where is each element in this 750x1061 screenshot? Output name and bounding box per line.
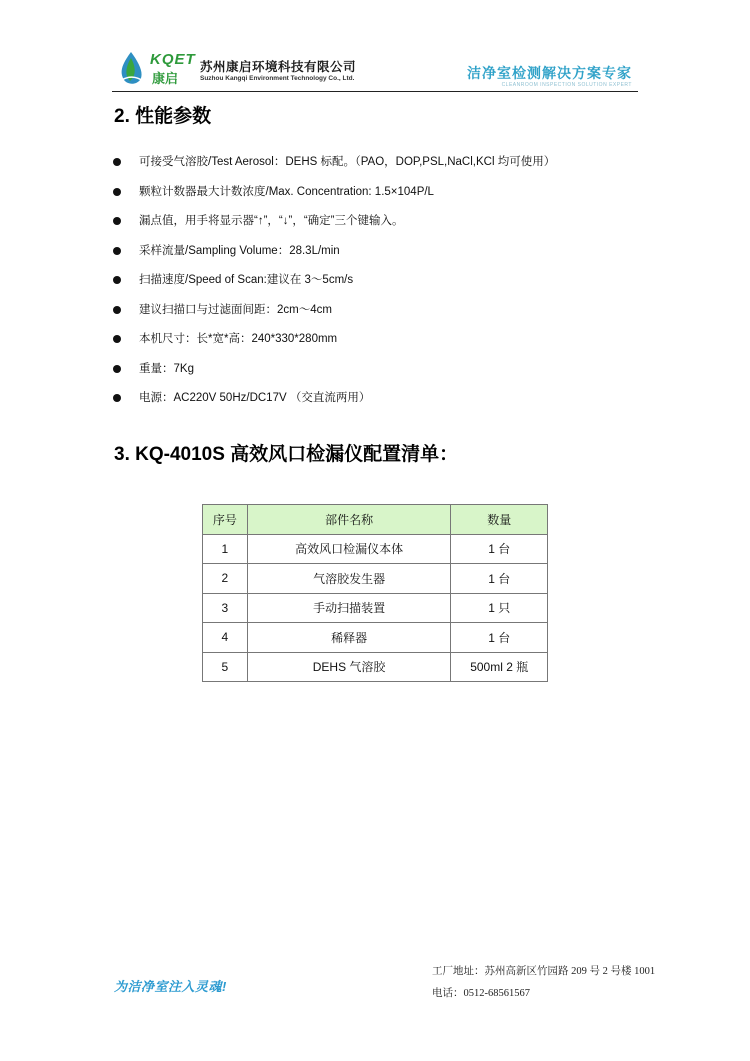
spec-text: 漏点值，用手将显示器“↑”，“↓”，“确定”三个键输入。 xyxy=(139,215,404,227)
brand-name-cn: 康启 xyxy=(152,71,179,86)
header-slogan-cn: 洁净室检测解决方案专家 xyxy=(467,65,632,81)
bullet-icon xyxy=(113,365,121,373)
list-item xyxy=(112,183,555,213)
cell-quantity: 1 只 xyxy=(451,593,548,623)
list-item xyxy=(112,330,555,360)
cell-part-name: 气溶胶发生器 xyxy=(247,564,451,594)
table-row xyxy=(203,593,548,623)
table-row xyxy=(203,652,548,682)
bullet-icon xyxy=(113,276,121,284)
list-item xyxy=(112,389,555,419)
cell-quantity: 1 台 xyxy=(451,534,548,564)
spec-text: 重量：7Kg xyxy=(139,362,194,375)
column-header-quantity: 数量 xyxy=(451,505,548,535)
column-header-part-name: 部件名称 xyxy=(247,505,451,535)
cell-part-name: DEHS 气溶胶 xyxy=(247,652,451,682)
cell-index: 1 xyxy=(203,534,248,564)
performance-spec-list xyxy=(112,153,555,419)
spec-text: 建议扫描口与过滤面间距：2cm～4cm xyxy=(139,303,332,316)
table-row xyxy=(203,534,548,564)
company-name-en: Suzhou Kangqi Environment Technology Co., Ltd. xyxy=(200,75,355,82)
header-divider xyxy=(112,91,638,92)
list-item xyxy=(112,212,555,242)
bullet-icon xyxy=(113,158,121,166)
section-2-title: 2. 性能参数 xyxy=(114,106,212,127)
spec-text: 电源：AC220V 50Hz/DC17V （交直流两用） xyxy=(139,392,371,404)
bullet-icon xyxy=(113,306,121,314)
table-row xyxy=(203,564,548,594)
cell-part-name: 稀释器 xyxy=(247,623,451,653)
bullet-icon xyxy=(113,217,121,225)
cell-index: 5 xyxy=(203,652,248,682)
spec-text: 本机尺寸：长*宽*高：240*330*280mm xyxy=(139,333,338,345)
table-header-row xyxy=(203,505,548,535)
bullet-icon xyxy=(113,335,121,343)
list-item xyxy=(112,153,555,183)
spec-text: 扫描速度/Speed of Scan:建议在 3～5cm/s xyxy=(139,274,354,286)
table-row xyxy=(203,623,548,653)
cell-part-name: 高效风口检漏仪本体 xyxy=(247,534,451,564)
brand-name-en: KQET xyxy=(150,51,196,68)
configuration-table xyxy=(202,504,548,682)
cell-quantity: 1 台 xyxy=(451,623,548,653)
cell-index: 3 xyxy=(203,593,248,623)
bullet-icon xyxy=(113,247,121,255)
cell-part-name: 手动扫描装置 xyxy=(247,593,451,623)
company-name-cn: 苏州康启环境科技有限公司 xyxy=(200,60,357,74)
footer-address: 工厂地址：苏州高新区竹园路 209 号 2 号楼 1001 xyxy=(432,966,656,977)
section-3-title: 3. KQ-4010S 高效风口检漏仪配置清单： xyxy=(114,444,459,465)
cell-quantity: 500ml 2 瓶 xyxy=(451,652,548,682)
list-item xyxy=(112,242,555,272)
spec-text: 采样流量/Sampling Volume：28.3L/min xyxy=(139,244,340,257)
cell-index: 4 xyxy=(203,623,248,653)
bullet-icon xyxy=(113,394,121,402)
spec-text: 颗粒计数器最大计数浓度/Max. Concentration: 1.5×104P/L xyxy=(139,185,434,198)
list-item xyxy=(112,301,555,331)
leaf-drop-logo-icon xyxy=(116,50,146,86)
bullet-icon xyxy=(113,188,121,196)
footer-phone: 电话：0512-68561567 xyxy=(432,988,530,999)
cell-index: 2 xyxy=(203,564,248,594)
page-header xyxy=(112,46,638,92)
spec-text: 可接受气溶胶/Test Aerosol：DEHS 标配。（PAO，DOP,PSL,NaCl,KCl 均可使用） xyxy=(139,156,556,168)
list-item xyxy=(112,271,555,301)
cell-quantity: 1 台 xyxy=(451,564,548,594)
footer-slogan: 为洁净室注入灵魂! xyxy=(114,979,227,994)
header-slogan-en: CLEANROOM INSPECTION SOLUTION EXPERT xyxy=(501,82,632,88)
column-header-index: 序号 xyxy=(203,505,248,535)
list-item xyxy=(112,360,555,390)
